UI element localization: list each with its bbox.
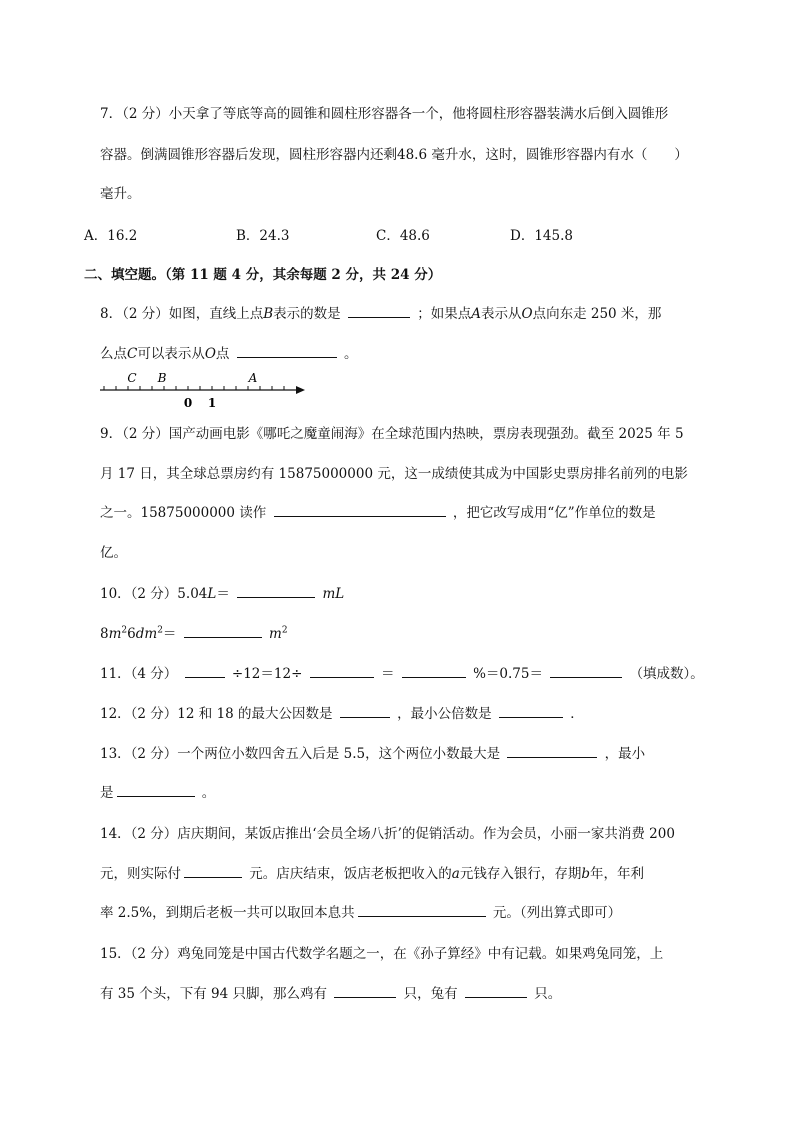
- q9-blank-1[interactable]: [274, 502, 446, 517]
- q8-point-b: B: [263, 306, 274, 322]
- number-line-tick-0: 0: [183, 396, 193, 410]
- q10-line-1: [100, 582, 344, 602]
- q10-blank-1[interactable]: [237, 583, 315, 598]
- q14-text-1: 元，则实际付: [100, 866, 181, 882]
- number-line-tick-1: 1: [207, 396, 217, 410]
- q10-text-2: ＝: [216, 586, 230, 602]
- q11-text-5: （填成数）。: [629, 666, 704, 682]
- q14-line-2: [100, 862, 644, 882]
- q15-line-2: [100, 982, 561, 1002]
- q9-line-4: 亿。: [100, 545, 127, 561]
- q8-point-c: C: [127, 346, 138, 362]
- q8-text-2: 表示的数是: [273, 306, 341, 322]
- q8-text-5: 点向东走 250 米，那: [532, 306, 662, 322]
- q8-blank-1[interactable]: [348, 303, 410, 318]
- q10-sup-1: 2: [121, 625, 128, 636]
- q14-blank-2[interactable]: [358, 902, 486, 917]
- q14-blank-1[interactable]: [184, 863, 242, 878]
- q10-unit-l: L: [207, 586, 217, 602]
- q10-text-1: 10．（2 分）5.04: [100, 586, 208, 602]
- q8-point-o: O: [521, 306, 533, 322]
- q15-line-1: 15．（2 分）鸡兔同笼是中国古代数学名题之一，在《孙子算经》中有记载。如果鸡兔同笼，上: [100, 946, 664, 962]
- q11-blank-2[interactable]: [310, 663, 374, 678]
- q7-line-2: 容器。倒满圆锥形容器后发现，圆柱形容器内还剩48.6 毫升水，这时，圆锥形容器内有水（ ）: [100, 147, 688, 163]
- q12-text-1: 12．（2 分）12 和 18 的最大公因数是: [100, 706, 333, 722]
- q13-text-3: 是: [100, 785, 114, 801]
- q14-line-1: 14．（2 分）店庆期间，某饭店推出‘会员全场八折’的促销活动。作为会员，小丽一家共消费 200: [100, 826, 675, 842]
- q12-text-3: ．: [570, 706, 584, 722]
- q7-line-3: 毫升。: [100, 186, 141, 202]
- q15-blank-2[interactable]: [465, 983, 527, 998]
- q12-blank-2[interactable]: [499, 703, 563, 718]
- number-line-arrow: [296, 386, 305, 394]
- q12-text-2: ，最小公倍数是: [397, 706, 492, 722]
- q13-blank-1[interactable]: [507, 743, 597, 758]
- q8-line-1: [100, 302, 661, 322]
- q9-line-1: 9．（2 分）国产动画电影《哪吒之魔童闹海》在全球范围内热映，票房表现强劲。截至 2025 年 5: [100, 426, 684, 442]
- q14-text-6: 元。（列出算式即可）: [492, 905, 622, 921]
- q8-text-1: 8．（2 分）如图，直线上点: [100, 306, 264, 322]
- q9-text-1: 之一。15875000000 读作: [100, 505, 267, 521]
- q10-unit-m-2: m: [269, 626, 282, 642]
- q8-blank-2[interactable]: [237, 343, 337, 358]
- q14-text-3: 元钱存入银行，存期: [459, 866, 582, 882]
- q8-text-7: 可以表示从: [137, 346, 205, 362]
- q15-text-1: 有 35 个头，下有 94 只脚，那么鸡有: [100, 986, 328, 1002]
- q11-line: [100, 662, 704, 682]
- number-line: [100, 370, 310, 412]
- number-line-ticks: [104, 386, 284, 390]
- q14-var-a: a: [451, 866, 460, 882]
- q7-option-c[interactable]: C．48.6: [376, 228, 430, 244]
- q7-line-1: 7．（2 分）小天拿了等底等高的圆锥和圆柱形容器各一个，他将圆柱形容器装满水后倒入圆锥形: [100, 106, 669, 122]
- q10-line-2: [100, 622, 288, 642]
- q8-line-2: [100, 342, 358, 362]
- q12-line: [100, 702, 584, 722]
- q11-text-2: ÷12＝12÷: [231, 666, 303, 682]
- q11-text-4: %＝0.75＝: [473, 666, 543, 682]
- q11-text-1: 11．（4 分）: [100, 666, 178, 682]
- q8-point-a: A: [471, 306, 481, 322]
- q8-text-8: 点: [215, 346, 230, 362]
- q14-text-2: 元。店庆结束，饭店老板把收入的: [249, 866, 452, 882]
- q10-text-4: 6: [127, 626, 136, 642]
- q10-unit-dm: dm: [135, 626, 158, 642]
- q8-text-6: 么点: [100, 346, 127, 362]
- q11-blank-1[interactable]: [185, 663, 225, 678]
- number-line-label-b: B: [157, 371, 167, 385]
- q14-var-b: b: [581, 866, 591, 882]
- q10-unit-m: m: [108, 626, 122, 642]
- q13-blank-2[interactable]: [117, 782, 195, 797]
- q10-text-3: 8: [100, 626, 109, 642]
- q10-text-5: ＝: [162, 626, 177, 642]
- q10-unit-ml: mL: [322, 586, 345, 602]
- q9-text-2: ，把它改写成用“亿”作单位的数是: [452, 505, 656, 521]
- q10-sup-3: 2: [281, 625, 288, 636]
- q11-blank-3[interactable]: [402, 663, 466, 678]
- q14-text-5: 率 2.5%，到期后老板一共可以取回本息共: [100, 905, 355, 921]
- q8-text-3: ；如果点: [417, 306, 472, 322]
- q13-text-1: 13．（2 分）一个两位小数四舍五入后是 5.5，这个两位小数最大是: [100, 746, 501, 762]
- q7-option-d[interactable]: D．145.8: [510, 228, 573, 244]
- q15-text-2: 只，兔有: [403, 986, 458, 1002]
- q14-text-4: 年，年利: [590, 866, 645, 882]
- q11-blank-4[interactable]: [550, 663, 622, 678]
- q7-option-a[interactable]: A．16.2: [84, 228, 138, 244]
- q8-point-o-2: O: [204, 346, 216, 362]
- q9-line-2: 月 17 日，其全球总票房约有 15875000000 元，这一成绩使其成为中国影史票房排名前列的电影: [100, 466, 688, 482]
- q13-line-1: [100, 742, 645, 762]
- q10-blank-2[interactable]: [184, 623, 262, 638]
- q7-option-b[interactable]: B．24.3: [236, 228, 290, 244]
- q12-blank-1[interactable]: [340, 703, 390, 718]
- q8-text-9: 。: [344, 346, 358, 362]
- q13-line-2: [100, 781, 215, 801]
- q13-text-2: ，最小: [604, 746, 646, 762]
- section-2-title: 二、填空题。（第 11 题 4 分，其余每题 2 分，共 24 分）: [84, 267, 442, 283]
- q8-text-4: 表示从: [481, 306, 522, 322]
- q15-blank-1[interactable]: [334, 983, 396, 998]
- number-line-label-a: A: [248, 371, 258, 385]
- q9-line-3: [100, 501, 656, 521]
- q11-text-3: ＝: [380, 666, 395, 682]
- number-line-label-c: C: [127, 371, 137, 385]
- q13-text-4: 。: [201, 785, 216, 801]
- q15-text-3: 只。: [534, 986, 562, 1002]
- q10-sup-2: 2: [157, 625, 163, 636]
- q14-line-3: [100, 901, 621, 921]
